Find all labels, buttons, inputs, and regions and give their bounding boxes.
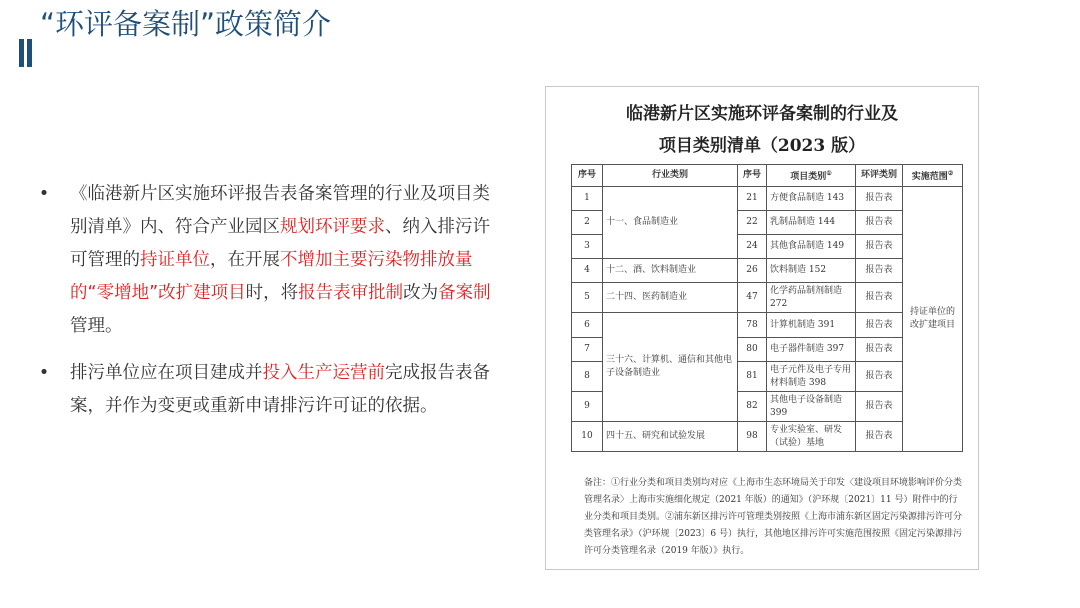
cell-eia: 报告表 xyxy=(856,187,903,211)
cell-no: 4 xyxy=(572,259,603,283)
doc-footnote: 备注：①行业分类和项目类别均对应《上海市生态环境局关于印发〈建设项目环境影响评价分类管理名录〉上海市实施细化规定（2021 年版）的通知》（沪环规〔2021〕11 号）附件中的行业分类和项目类别。②浦东新区排污许可管理类别按照《上海市浦东新区固定污染源排污许可分类管理名录》（沪环规〔2023〕6 号）执行，其他地区排污许可实施范围按照《固定污染源排污许可分类管理名录（2019 年版）》执行。 xyxy=(584,478,963,556)
bullet-text xyxy=(70,184,491,336)
text-run: 管理。 xyxy=(70,316,123,336)
cell-project: 化学药品制剂制造 272 xyxy=(767,283,856,313)
doc-title-line2: 项目类别清单（2023 版） xyxy=(658,136,866,156)
highlight-run: 规划环评要求 xyxy=(280,217,385,237)
highlight-run: 投入生产运营前 xyxy=(262,363,385,383)
cell-seq: 47 xyxy=(738,283,767,313)
cell-eia: 报告表 xyxy=(856,392,903,422)
cell-industry: 二十四、医药制造业 xyxy=(603,283,738,313)
cell-eia: 报告表 xyxy=(856,283,903,313)
cell-project: 饮料制造 152 xyxy=(767,259,856,283)
cell-project: 其他食品制造 149 xyxy=(767,235,856,259)
cell-seq: 82 xyxy=(738,392,767,422)
header-seq: 序号 xyxy=(738,165,767,187)
cell-no: 10 xyxy=(572,422,603,452)
document-image xyxy=(545,86,979,570)
cell-industry: 十一、食品制造业 xyxy=(603,187,738,259)
table-header-row xyxy=(572,165,963,187)
highlight-run: 备案制 xyxy=(438,283,491,303)
cell-no: 2 xyxy=(572,211,603,235)
cell-project: 计算机制造 391 xyxy=(767,313,856,338)
accent-bar xyxy=(19,39,24,67)
cell-seq: 24 xyxy=(738,235,767,259)
industry-list-table xyxy=(571,164,963,452)
bullet-dot: • xyxy=(38,184,50,204)
header-scope: 实施范围② xyxy=(903,165,963,187)
cell-industry: 三十六、计算机、通信和其他电子设备制造业 xyxy=(603,313,738,422)
cell-eia: 报告表 xyxy=(856,422,903,452)
cell-no: 6 xyxy=(572,313,603,338)
cell-project: 电子元件及电子专用材料制造 398 xyxy=(767,362,856,392)
highlight-run: 持证单位 xyxy=(140,250,210,270)
cell-eia: 报告表 xyxy=(856,313,903,338)
text-run: 改为 xyxy=(403,283,439,303)
text-run: ，在开展 xyxy=(210,250,280,270)
cell-eia: 报告表 xyxy=(856,338,903,362)
cell-industry: 十二、酒、饮料制造业 xyxy=(603,259,738,283)
cell-seq: 80 xyxy=(738,338,767,362)
cell-no: 1 xyxy=(572,187,603,211)
cell-seq: 78 xyxy=(738,313,767,338)
cell-project: 方便食品制造 143 xyxy=(767,187,856,211)
cell-scope: 持证单位的改扩建项目 xyxy=(903,187,963,452)
bullet-item-1 xyxy=(38,178,498,343)
cell-project: 电子器件制造 397 xyxy=(767,338,856,362)
cell-eia: 报告表 xyxy=(856,211,903,235)
header-eia: 环评类别 xyxy=(856,165,903,187)
cell-project: 乳制品制造 144 xyxy=(767,211,856,235)
cell-project: 专业实验室、研发（试验）基地 xyxy=(767,422,856,452)
text-run: 排污单位应在项目建成并 xyxy=(70,363,263,383)
text-run: 完成报告表备案，并作为变更或重新申请排污许可证的依据。 xyxy=(70,363,490,416)
doc-title-line1: 临港新片区实施环评备案制的行业及 xyxy=(626,104,898,124)
cell-eia: 报告表 xyxy=(856,235,903,259)
bullet-list xyxy=(38,178,498,423)
highlight-run: 不增加主要污染物排放量的“零增地”改扩建项目 xyxy=(70,250,473,303)
text-run: 《临港新片区实施环评报告表备案管理的行业及项目类别清单》内、符合产业园区 xyxy=(70,184,490,237)
cell-no: 7 xyxy=(572,338,603,362)
cell-seq: 98 xyxy=(738,422,767,452)
bullet-dot: • xyxy=(38,363,50,383)
cell-seq: 81 xyxy=(738,362,767,392)
bullet-item-2 xyxy=(38,357,498,423)
header-industry: 行业类别 xyxy=(603,165,738,187)
cell-eia: 报告表 xyxy=(856,259,903,283)
title-accent-bars xyxy=(19,39,36,67)
text-run: 、纳入排污许可管理的 xyxy=(70,217,490,270)
cell-no: 9 xyxy=(572,392,603,422)
cell-project: 其他电子设备制造 399 xyxy=(767,392,856,422)
cell-seq: 21 xyxy=(738,187,767,211)
cell-industry: 四十五、研究和试验发展 xyxy=(603,422,738,452)
header-no: 序号 xyxy=(572,165,603,187)
cell-no: 5 xyxy=(572,283,603,313)
header-project: 项目类别① xyxy=(767,165,856,187)
cell-seq: 22 xyxy=(738,211,767,235)
accent-bar xyxy=(27,39,32,67)
bullet-text xyxy=(70,363,490,416)
table-row xyxy=(572,187,963,211)
page-title: “环评备案制”政策简介 xyxy=(40,7,332,41)
cell-no: 8 xyxy=(572,362,603,392)
cell-eia: 报告表 xyxy=(856,362,903,392)
highlight-run: 报告表审批制 xyxy=(298,283,404,303)
cell-seq: 26 xyxy=(738,259,767,283)
text-run: 时，将 xyxy=(245,283,299,303)
cell-no: 3 xyxy=(572,235,603,259)
